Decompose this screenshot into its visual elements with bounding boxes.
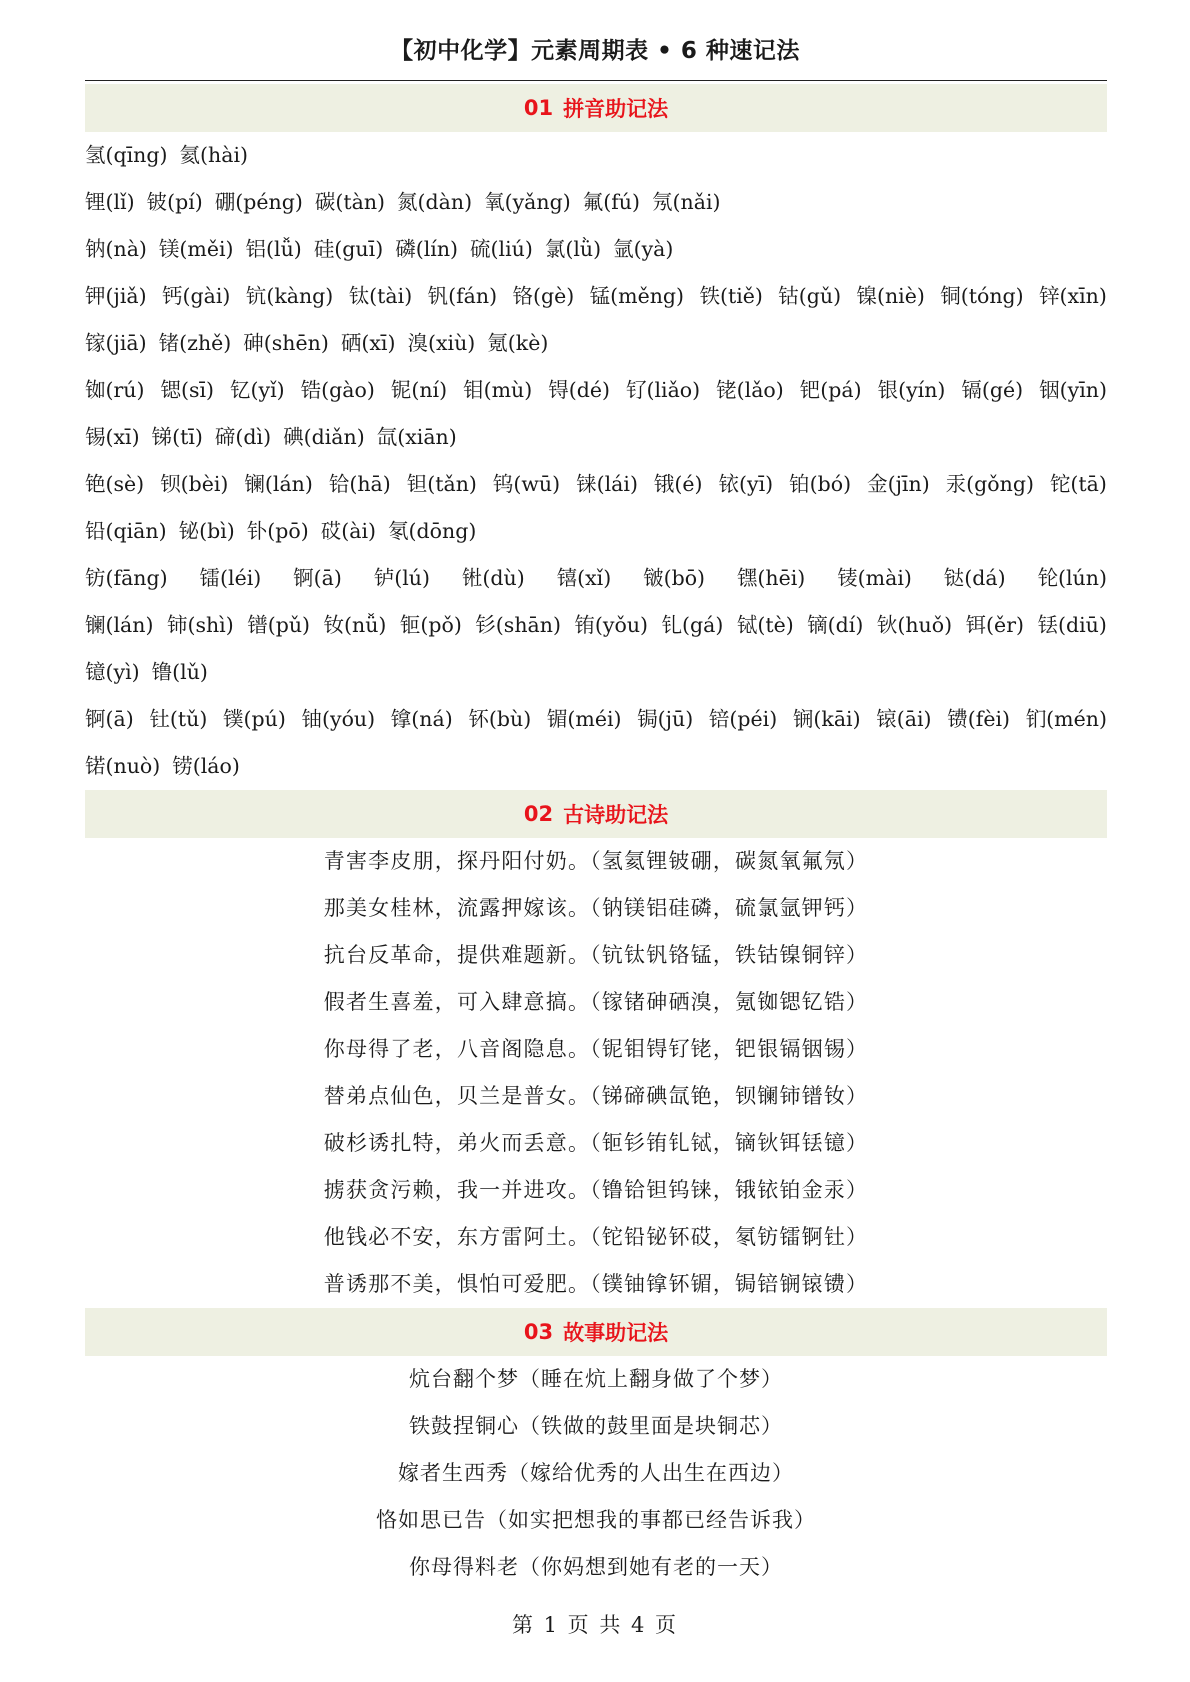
pinyin-line [85,649,1107,696]
element-pinyin: 硅(guī) [313,237,384,261]
element-pinyin: 镉(gé) [961,378,1024,402]
pinyin-mnemonic-list [85,132,1107,790]
element-pinyin: 镍(niè) [856,284,925,308]
element-pinyin: 鿏(mài) [837,566,912,590]
pinyin-line [85,461,1107,508]
element-pinyin: 镨(pǔ) [247,613,311,637]
poem-line: 替弟点仙色，贝兰是普女。（锑碲碘氙铯，钡镧铈镨钕） [323,1084,869,1108]
element-pinyin: 锘(nuò) [85,754,161,778]
element-pinyin: 铅(qiān) [85,519,167,543]
element-pinyin: 银(yín) [877,378,946,402]
element-pinyin: 铥(diū) [1037,613,1107,637]
element-pinyin: 钯(pá) [799,378,862,402]
element-pinyin: 碲(dì) [214,425,272,449]
element-pinyin: 铍(pí) [146,190,203,214]
element-pinyin: 砹(ài) [320,519,377,543]
element-pinyin: 锰(měng) [589,284,685,308]
element-pinyin: 氢(qīng) [85,143,168,167]
element-pinyin: 氮(dàn) [397,190,473,214]
element-pinyin: 铀(yóu) [301,707,376,731]
element-pinyin: 镭(léi) [199,566,262,590]
story-mnemonic-list [85,1356,1107,1591]
element-pinyin: 镓(jiā) [85,331,147,355]
element-pinyin: 镄(fèi) [947,707,1011,731]
element-pinyin: 锕(ā) [85,707,134,731]
element-pinyin: 𬬭(lún) [1037,566,1107,590]
element-pinyin: 铱(yī) [718,472,774,496]
element-pinyin: 钬(huǒ) [876,613,953,637]
document-title: 【初中化学】元素周期表 • 6 种速记法 [390,38,800,64]
element-pinyin: 钌(liǎo) [625,378,701,402]
element-pinyin: 溴(xiù) [407,331,476,355]
element-pinyin: 硼(péng) [214,190,303,214]
element-pinyin: 锫(péi) [708,707,778,731]
pinyin-line [85,414,1107,461]
section-title: 故事助记法 [563,1321,669,1345]
element-pinyin: 氡(dōng) [388,519,477,543]
element-pinyin: 铝(lǚ) [245,237,302,261]
document-body [85,84,1107,1591]
element-pinyin: 氪(kè) [487,331,549,355]
element-pinyin: 铹(láo) [172,754,240,778]
story-line: 炕台翻个梦（睡在炕上翻身做了个梦） [409,1367,783,1391]
story-line: 嫁者生西秀（嫁给优秀的人出生在西边） [398,1461,794,1485]
poem-line: 你母得了老，八音阁隐息。（铌钼锝钌铑，钯银镉铟锡） [323,1037,869,1061]
element-pinyin: 硫(liú) [470,237,533,261]
element-pinyin: 氯(lǜ) [544,237,602,261]
element-pinyin: 钽(tǎn) [406,472,477,496]
element-pinyin: 铋(bì) [178,519,235,543]
poem-line: 抗台反革命，提供难题新。（钪钛钒铬锰，铁钴镍铜锌） [323,943,869,967]
poem-mnemonic-list [85,838,1107,1308]
element-pinyin: 钙(gài) [162,284,231,308]
element-pinyin: 汞(gǒng) [945,472,1034,496]
element-pinyin: 锆(gào) [300,378,375,402]
section-heading-pinyin [85,84,1107,132]
section-number: 02 [523,802,554,826]
element-pinyin: 铊(tā) [1049,472,1107,496]
element-pinyin: 铂(bó) [789,472,852,496]
element-pinyin: 锕(ā) [293,566,342,590]
element-pinyin: 氙(xiān) [376,425,457,449]
element-pinyin: 钴(gǔ) [778,284,842,308]
element-pinyin: 𬭛(bō) [643,566,706,590]
element-pinyin: 氦(hài) [179,143,248,167]
element-pinyin: 钠(nà) [85,237,147,261]
story-line: 恪如思已告（如实把想我的事都已经告诉我） [376,1508,816,1532]
element-pinyin: 锶(sī) [160,378,215,402]
element-pinyin: 钡(bèi) [160,472,229,496]
pinyin-line [85,273,1107,320]
element-pinyin: 钔(mén) [1025,707,1107,731]
element-pinyin: 锌(xīn) [1039,284,1107,308]
element-pinyin: 铈(shì) [166,613,234,637]
element-pinyin: 氟(fú) [582,190,641,214]
poem-line: 那美女桂林，流露押嫁该。（钠镁铝硅磷，硫氯氩钾钙） [323,896,869,920]
element-pinyin: 钫(fāng) [85,566,168,590]
pinyin-line [85,320,1107,367]
pinyin-line [85,555,1107,602]
element-pinyin: 镥(lǔ) [151,660,208,684]
element-pinyin: 镝(dí) [807,613,864,637]
element-pinyin: 铒(ěr) [965,613,1024,637]
element-pinyin: 钪(kàng) [245,284,334,308]
element-pinyin: 锿(āi) [876,707,932,731]
element-pinyin: 钷(pǒ) [399,613,462,637]
element-pinyin: 氩(yà) [613,237,674,261]
element-pinyin: 𫟼(dá) [943,566,1006,590]
element-pinyin: 钚(bù) [468,707,532,731]
pinyin-line [85,743,1107,790]
element-pinyin: 钼(mù) [463,378,533,402]
element-pinyin: 钍(tǔ) [149,707,208,731]
element-pinyin: 镱(yì) [85,660,140,684]
page-footer: 第 1 页 共 4 页 [511,1613,679,1637]
pinyin-line [85,179,1107,226]
element-pinyin: 氖(nǎi) [652,190,721,214]
section-number: 03 [523,1320,554,1344]
poem-line: 破杉诱扎特，弟火而丢意。（钷钐铕钆铽，镝钬铒铥镱） [323,1131,869,1155]
element-pinyin: 硒(xī) [340,331,396,355]
element-pinyin: 锂(lǐ) [85,190,135,214]
element-pinyin: 锇(é) [653,472,703,496]
element-pinyin: 铕(yǒu) [574,613,649,637]
element-pinyin: 砷(shēn) [243,331,329,355]
element-pinyin: 钨(wū) [492,472,561,496]
element-pinyin: 镁(měi) [158,237,234,261]
element-pinyin: 碘(diǎn) [283,425,365,449]
element-pinyin: 碳(tàn) [314,190,386,214]
pinyin-line [85,226,1107,273]
section-heading-poem [85,790,1107,838]
element-pinyin: 铟(yīn) [1039,378,1107,402]
element-pinyin: 𬭊(dù) [461,566,525,590]
element-pinyin: 锔(jū) [637,707,694,731]
element-pinyin: 铽(tè) [736,613,794,637]
story-line: 你母得料老（你妈想到她有老的一天） [409,1555,783,1579]
element-pinyin: 锡(xī) [85,425,140,449]
element-pinyin: 锗(zhě) [158,331,232,355]
poem-line: 他钱必不安，东方雷阿土。（铊铅铋钚砹，氡钫镭锕钍） [323,1225,869,1249]
element-pinyin: 氧(yǎng) [484,190,571,214]
element-pinyin: 钾(jiǎ) [85,284,147,308]
element-pinyin: 磷(lín) [395,237,459,261]
poem-line: 假者生喜羞，可入肆意搞。（镓锗砷硒溴，氪铷锶钇锆） [323,990,869,1014]
element-pinyin: 镅(méi) [546,707,622,731]
element-pinyin: 铁(tiě) [699,284,763,308]
element-pinyin: 钐(shān) [475,613,561,637]
element-pinyin: 铯(sè) [85,472,145,496]
story-line: 铁鼓捏铜心（铁做的鼓里面是块铜芯） [409,1414,783,1438]
element-pinyin: 铷(rú) [85,378,145,402]
element-pinyin: 镎(ná) [390,707,453,731]
element-pinyin: 锎(kāi) [792,707,861,731]
pinyin-line [85,602,1107,649]
poem-line: 掳获贪污赖，我一并进攻。（镥铪钽钨铼，锇铱铂金汞） [323,1178,869,1202]
element-pinyin: 镤(pú) [223,707,286,731]
element-pinyin: 铼(lái) [576,472,638,496]
pinyin-line [85,132,1107,179]
section-title: 古诗助记法 [563,803,669,827]
element-pinyin: 镧(lán) [85,613,154,637]
pinyin-line [85,367,1107,414]
section-heading-story [85,1308,1107,1356]
element-pinyin: 钒(fán) [427,284,498,308]
element-pinyin: 钋(pō) [246,519,309,543]
element-pinyin: 钕(nǚ) [323,613,387,637]
element-pinyin: 镧(lán) [244,472,313,496]
element-pinyin: 铪(hā) [328,472,391,496]
poem-line: 青害李皮朋，探丹阳付奶。（氢氦锂铍硼，碳氮氧氟氖） [323,849,869,873]
element-pinyin: 钇(yǐ) [230,378,285,402]
element-pinyin: 铬(gè) [512,284,575,308]
title-divider [85,80,1107,81]
element-pinyin: 钛(tài) [348,284,413,308]
section-title: 拼音助记法 [563,97,669,121]
pinyin-line [85,508,1107,555]
element-pinyin: 钆(gá) [661,613,724,637]
element-pinyin: 金(jīn) [867,472,930,496]
element-pinyin: 铌(ní) [390,378,448,402]
element-pinyin: 𬭳(xǐ) [556,566,612,590]
element-pinyin: 铜(tóng) [940,284,1024,308]
element-pinyin: 𬬻(lú) [373,566,430,590]
pinyin-line [85,696,1107,743]
element-pinyin: 𬭶(hēi) [736,566,806,590]
element-pinyin: 锝(dé) [548,378,610,402]
section-number: 01 [523,96,554,120]
element-pinyin: 锑(tī) [151,425,203,449]
element-pinyin: 铑(lǎo) [716,378,784,402]
poem-line: 普诱那不美，惧怕可爱肥。（镤铀镎钚镅，锔锫锎锿镄） [323,1272,869,1296]
